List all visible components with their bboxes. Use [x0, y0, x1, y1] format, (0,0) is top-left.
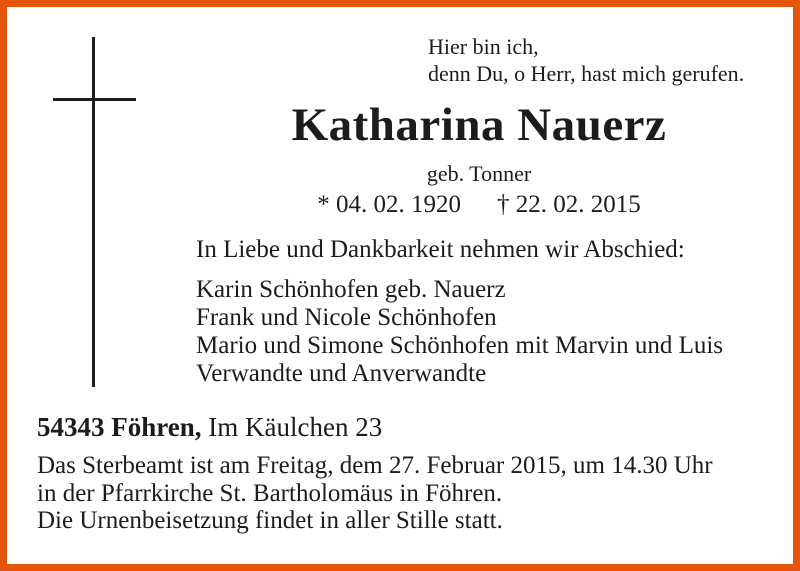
address-street: Im Käulchen 23 [201, 412, 383, 442]
service-details [37, 452, 713, 535]
address-line [37, 412, 382, 442]
maiden-name: geb. Tonner [426, 161, 532, 186]
address-city: 54343 Föhren, [37, 412, 202, 442]
mourner-name: Verwandte und Anverwandte [196, 360, 487, 387]
mourner-name: Mario und Simone Schönhofen mit Marvin und Luis [196, 332, 724, 359]
service-line-1: Das Sterbeamt ist am Freitag, dem 27. Februar 2015, um 14.30 Uhr [37, 452, 713, 479]
mourner-name: Karin Schönhofen geb. Nauerz [196, 276, 506, 303]
farewell-line: In Liebe und Dankbarkeit nehmen wir Abschied: [196, 236, 685, 263]
cross-vertical-stroke [92, 37, 95, 387]
service-line-3: Die Urnenbeisetzung findet in aller Stille statt. [37, 507, 503, 534]
epigraph-line-2: denn Du, o Herr, hast mich gerufen. [428, 61, 745, 86]
mourners-list [196, 276, 723, 388]
epigraph [428, 33, 744, 87]
epigraph-line-1: Hier bin ich, [428, 34, 539, 59]
deceased-name: Katharina Nauerz [291, 99, 667, 151]
service-line-2: in der Pfarrkirche St. Bartholomäus in Föhren. [37, 479, 503, 507]
birth-date: * 04. 02. 1920 [317, 191, 461, 218]
life-dates [159, 191, 799, 219]
cross-horizontal-stroke [53, 98, 136, 101]
mourner-name: Frank und Nicole Schönhofen [196, 304, 497, 331]
death-date: † 22. 02. 2015 [497, 191, 641, 218]
